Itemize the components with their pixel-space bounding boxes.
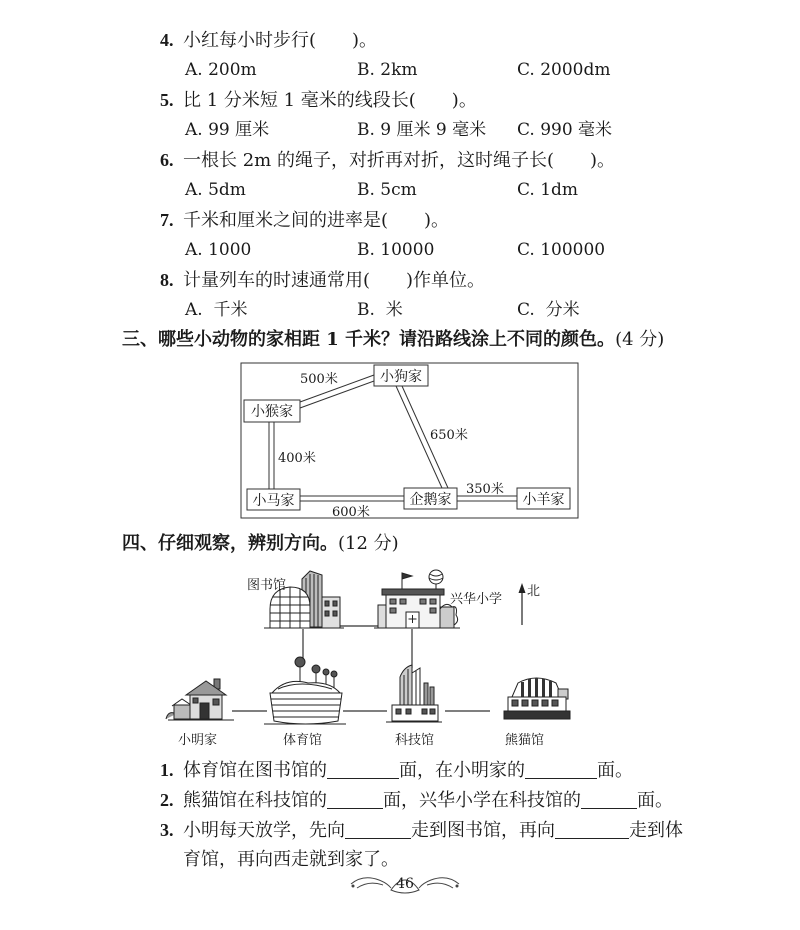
option-a: A. 1000 — [185, 240, 252, 260]
section-4-title: 四、仔细观察，辨别方向。 — [122, 533, 338, 554]
question-text: 小明每天放学，先向 — [183, 820, 345, 841]
animal-homes-route-map — [240, 362, 580, 520]
option-c: C. 1dm — [517, 180, 579, 200]
section-4-score: (12 分) — [338, 533, 399, 554]
home-house-icon — [166, 679, 234, 720]
answer-blank — [581, 790, 637, 809]
home-label: 小明家 — [178, 733, 218, 748]
option-c: C. 990 毫米 — [517, 120, 613, 140]
monkey-home-label: 小猴家 — [251, 404, 293, 420]
option-b: B. 5cm — [357, 180, 417, 200]
question-stem: 比 1 分米短 1 毫米的线段长( )。 — [183, 90, 477, 111]
distance-monkey-dog: 500米 — [300, 372, 338, 387]
option-c: C. 分米 — [517, 300, 580, 320]
science-museum-icon — [386, 665, 442, 722]
question-4 — [160, 29, 377, 52]
answer-blank — [525, 760, 597, 779]
question-text: 面，兴华小学在科技馆的 — [383, 790, 581, 811]
distance-monkey-horse: 400米 — [278, 451, 316, 466]
library-label: 图书馆 — [247, 578, 287, 593]
question-8 — [160, 269, 485, 292]
option-b: B. 10000 — [357, 240, 435, 260]
section-3-title: 三、哪些小动物的家相距 1 千米？请沿路线涂上不同的颜色。 — [122, 329, 616, 350]
direction-question-2 — [160, 789, 673, 812]
north-arrow-icon — [519, 583, 526, 625]
option-b: B. 9 厘米 9 毫米 — [357, 120, 487, 140]
penguin-home-label: 企鹅家 — [409, 492, 452, 508]
question-5 — [160, 89, 477, 112]
section-3-score: (4 分) — [615, 329, 665, 350]
road-horse-penguin — [300, 496, 404, 501]
horse-home-node — [247, 489, 300, 510]
question-number: 3. — [160, 820, 174, 840]
answer-blank — [345, 820, 411, 839]
road-monkey-horse — [269, 422, 274, 489]
answer-blank — [555, 820, 629, 839]
question-number: 7. — [160, 210, 174, 230]
science-label: 科技馆 — [395, 733, 435, 748]
sheep-home-label: 小羊家 — [522, 492, 565, 508]
page-number-ornament — [345, 866, 465, 898]
question-number: 2. — [160, 790, 174, 810]
question-text: 熊猫馆在科技馆的 — [183, 790, 327, 811]
question-stem: 计量列车的时速通常用( )作单位。 — [183, 270, 486, 291]
question-stem: 千米和厘米之间的进率是( )。 — [183, 210, 450, 231]
question-text: 育馆，再向西走就到家了。 — [183, 849, 399, 870]
dog-home-node — [374, 365, 428, 386]
answer-blank — [327, 790, 383, 809]
question-text: 面。 — [597, 760, 633, 781]
question-text: 走到体 — [629, 820, 683, 841]
penguin-home-node — [404, 488, 457, 509]
option-c: C. 2000dm — [517, 60, 611, 80]
option-c: C. 100000 — [517, 240, 606, 260]
school-label: 兴华小学 — [450, 592, 503, 607]
north-label: 北 — [527, 584, 541, 599]
distance-horse-penguin: 600米 — [332, 505, 370, 520]
dog-home-label: 小狗家 — [380, 369, 422, 385]
section-4-heading — [122, 533, 399, 555]
gym-building-icon — [264, 657, 346, 724]
question-stem: 一根长 2m 的绳子，对折再对折，这时绳子长( )。 — [183, 150, 616, 171]
gym-label: 体育馆 — [283, 733, 323, 748]
school-building-icon — [374, 570, 460, 628]
section-3-heading — [122, 329, 664, 351]
question-number: 8. — [160, 270, 174, 290]
distance-penguin-sheep: 350米 — [466, 482, 504, 497]
panda-house-icon — [504, 678, 570, 719]
option-a: A. 200m — [185, 60, 257, 80]
panda-label: 熊猫馆 — [505, 733, 545, 748]
question-7 — [160, 209, 449, 232]
question-number: 4. — [160, 30, 174, 50]
option-a: A. 99 厘米 — [185, 120, 270, 140]
question-text: 体育馆在图书馆的 — [183, 760, 327, 781]
monkey-home-node — [244, 400, 300, 422]
question-number: 5. — [160, 90, 174, 110]
direction-question-1 — [160, 759, 633, 782]
question-text: 面。 — [637, 790, 673, 811]
direction-question-3 — [160, 819, 683, 842]
direction-map — [160, 565, 600, 750]
option-b: B. 米 — [357, 300, 403, 320]
option-a: A. 5dm — [185, 180, 246, 200]
page-number: 46 — [396, 876, 414, 892]
question-6 — [160, 149, 615, 172]
horse-home-label: 小马家 — [252, 493, 295, 509]
distance-dog-penguin: 650米 — [430, 428, 468, 443]
question-number: 1. — [160, 760, 174, 780]
sheep-home-node — [517, 488, 570, 509]
question-stem: 小红每小时步行( )。 — [183, 30, 378, 51]
option-a: A. 千米 — [185, 300, 248, 320]
question-text: 走到图书馆，再向 — [411, 820, 555, 841]
question-number: 6. — [160, 150, 174, 170]
answer-blank — [327, 760, 399, 779]
question-text: 面，在小明家的 — [399, 760, 525, 781]
option-b: B. 2km — [357, 60, 418, 80]
